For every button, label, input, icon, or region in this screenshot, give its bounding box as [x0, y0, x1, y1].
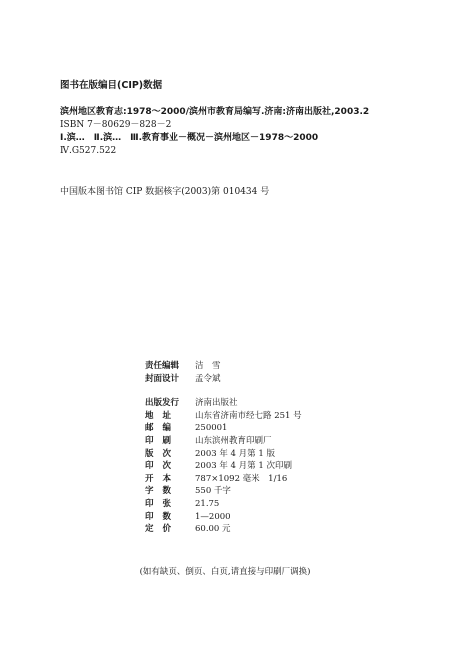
credit-value: 山东省济南市经七路 251 号	[195, 410, 302, 421]
credit-value: 60.00 元	[195, 524, 231, 535]
credit-row-word-count	[145, 485, 365, 498]
credit-value: 2003 年 4 月第 1 版	[195, 448, 275, 459]
credit-row-printer	[145, 435, 365, 448]
cip-bibliographic-line: 滨州地区教育志:1978～2000/滨州市教育局编写.济南:济南出版社,2003.2	[60, 107, 370, 117]
credit-label: 定价	[145, 524, 181, 535]
credit-value: 787×1092 毫米 1/16	[195, 473, 288, 484]
credit-label: 责任编辑	[145, 361, 180, 371]
cip-classification: Ⅳ.G527.522	[60, 146, 117, 156]
credit-row-postcode	[145, 422, 365, 435]
credit-label: 印次	[145, 461, 181, 472]
credit-spacer	[145, 385, 365, 397]
credit-row-price	[145, 523, 365, 536]
cip-record-number: 中国版本图书馆 CIP 数据核字(2003)第 010434 号	[60, 187, 270, 197]
credit-row-impression	[145, 460, 365, 473]
credit-label: 版次	[145, 448, 181, 459]
credit-label: 出版发行	[145, 398, 180, 409]
credit-row-sheets	[145, 498, 365, 511]
cip-data-block	[60, 80, 420, 158]
cip-isbn: ISBN 7－80629－828－2	[60, 120, 172, 130]
credit-label: 邮编	[145, 423, 181, 434]
credit-row-publisher	[145, 397, 365, 410]
credit-label: 印张	[145, 498, 181, 509]
credit-row-editor	[145, 360, 365, 373]
credit-row-address	[145, 410, 365, 423]
credit-label: 印刷	[145, 435, 181, 446]
credit-value: 250001	[195, 423, 228, 434]
credit-value: 550 千字	[195, 486, 231, 497]
credit-value: 21.75	[195, 498, 220, 509]
cip-title: 图书在版编目(CIP)数据	[60, 80, 163, 91]
credit-row-edition	[145, 448, 365, 461]
credit-value: 1—2000	[195, 511, 231, 522]
credits-block	[145, 360, 365, 536]
credit-value: 济南出版社	[195, 398, 238, 409]
credit-value: 2003 年 4 月第 1 次印刷	[195, 461, 292, 472]
credit-label: 封面设计	[145, 373, 180, 384]
credit-row-print-run	[145, 511, 365, 524]
credit-label: 开本	[145, 473, 181, 484]
replacement-notice: (如有缺页、倒页、白页,请直接与印刷厂调换)	[139, 567, 311, 577]
credit-row-cover-design	[145, 373, 365, 386]
credit-value: 山东滨州教育印刷厂	[195, 435, 272, 446]
credit-row-format	[145, 473, 365, 486]
cip-subject-headings: Ⅰ.滨… Ⅱ.滨… Ⅲ.教育事业－概况－滨州地区－1978～2000	[60, 133, 319, 143]
credit-label: 地址	[145, 410, 181, 421]
credit-label: 印数	[145, 511, 181, 522]
credit-value: 洁 雪	[195, 361, 221, 371]
credit-label: 字数	[145, 486, 181, 497]
credit-value: 孟令斌	[195, 373, 221, 384]
